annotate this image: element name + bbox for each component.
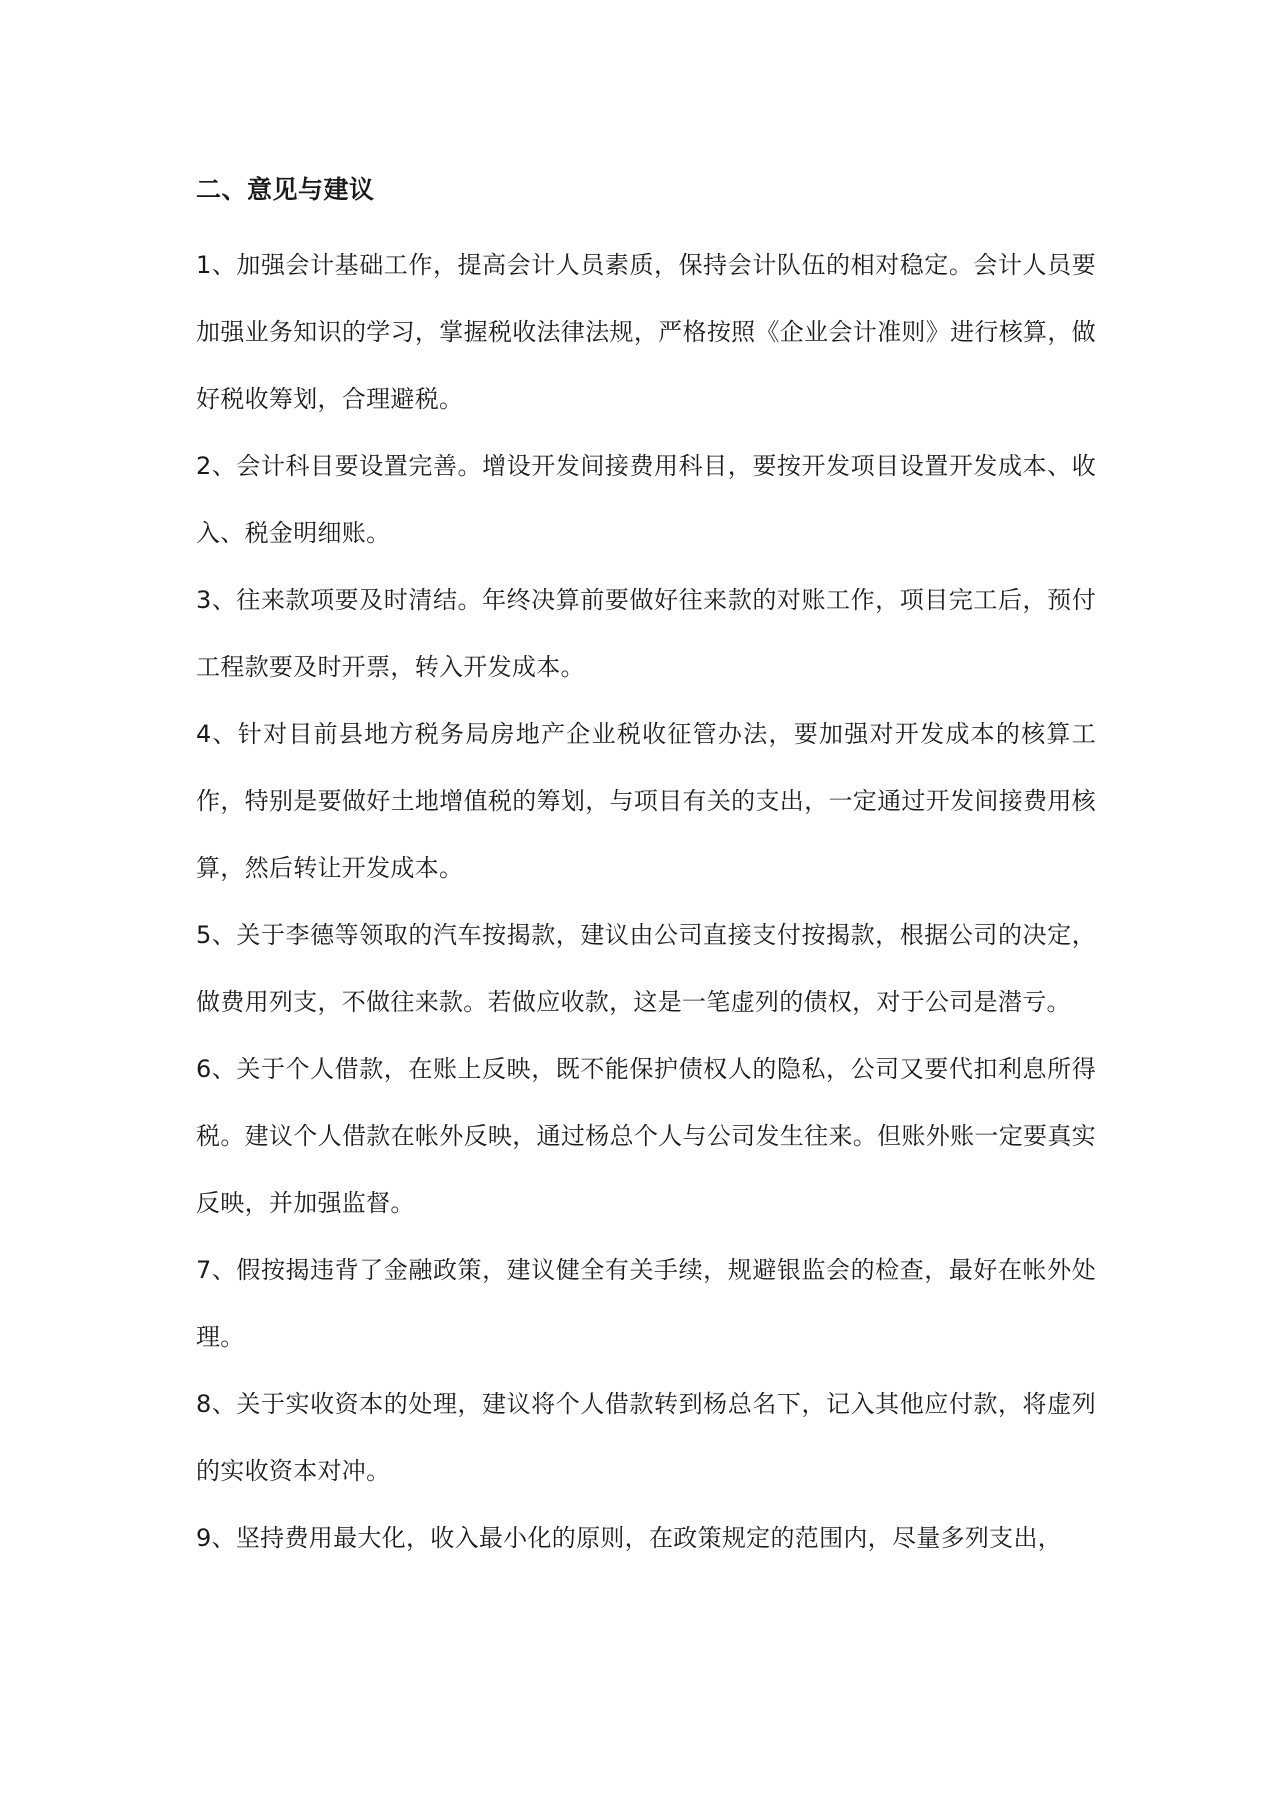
paragraph-9: 9、坚持费用最大化，收入最小化的原则，在政策规定的范围内，尽量多列支出， (196, 1524, 1063, 1552)
paragraph-6: 6、关于个人借款，在账上反映，既不能保护债权人的隐私，公司又要代扣利息所得税。建议个人借款在帐外反映，通过杨总个人与公司发生往来。但账外账一定要真实反映，并加强监督。 (196, 1055, 1096, 1217)
paragraph-7: 7、假按揭违背了金融政策，建议健全有关手续，规避银监会的检查，最好在帐外处理。 (196, 1256, 1096, 1351)
section-heading: 二、意见与建议 (196, 175, 375, 204)
paragraph-2: 2、会计科目要设置完善。增设开发间接费用科目，要按开发项目设置开发成本、收入、税金明细账。 (196, 452, 1096, 547)
paragraph-4: 4、针对目前县地方税务局房地产企业税收征管办法，要加强对开发成本的核算工作，特别是要做好土地增值税的筹划，与项目有关的支出，一定通过开发间接费用核算，然后转让开发成本。 (196, 720, 1096, 882)
paragraph-3: 3、往来款项要及时清结。年终决算前要做好往来款的对账工作，项目完工后，预付工程款要及时开票，转入开发成本。 (196, 586, 1096, 681)
paragraph-8: 8、关于实收资本的处理，建议将个人借款转到杨总名下，记入其他应付款，将虚列的实收资本对冲。 (196, 1390, 1096, 1485)
paragraph-1: 1、加强会计基础工作，提高会计人员素质，保持会计队伍的相对稳定。会计人员要加强业务知识的学习，掌握税收法律法规，严格按照《企业会计准则》进行核算，做好税收筹划，合理避税。 (196, 251, 1096, 413)
document-body (196, 164, 1096, 1572)
paragraph-5: 5、关于李德等领取的汽车按揭款，建议由公司直接支付按揭款，根据公司的决定，做费用列支，不做往来款。若做应收款，这是一笔虚列的债权，对于公司是潜亏。 (196, 921, 1096, 1016)
